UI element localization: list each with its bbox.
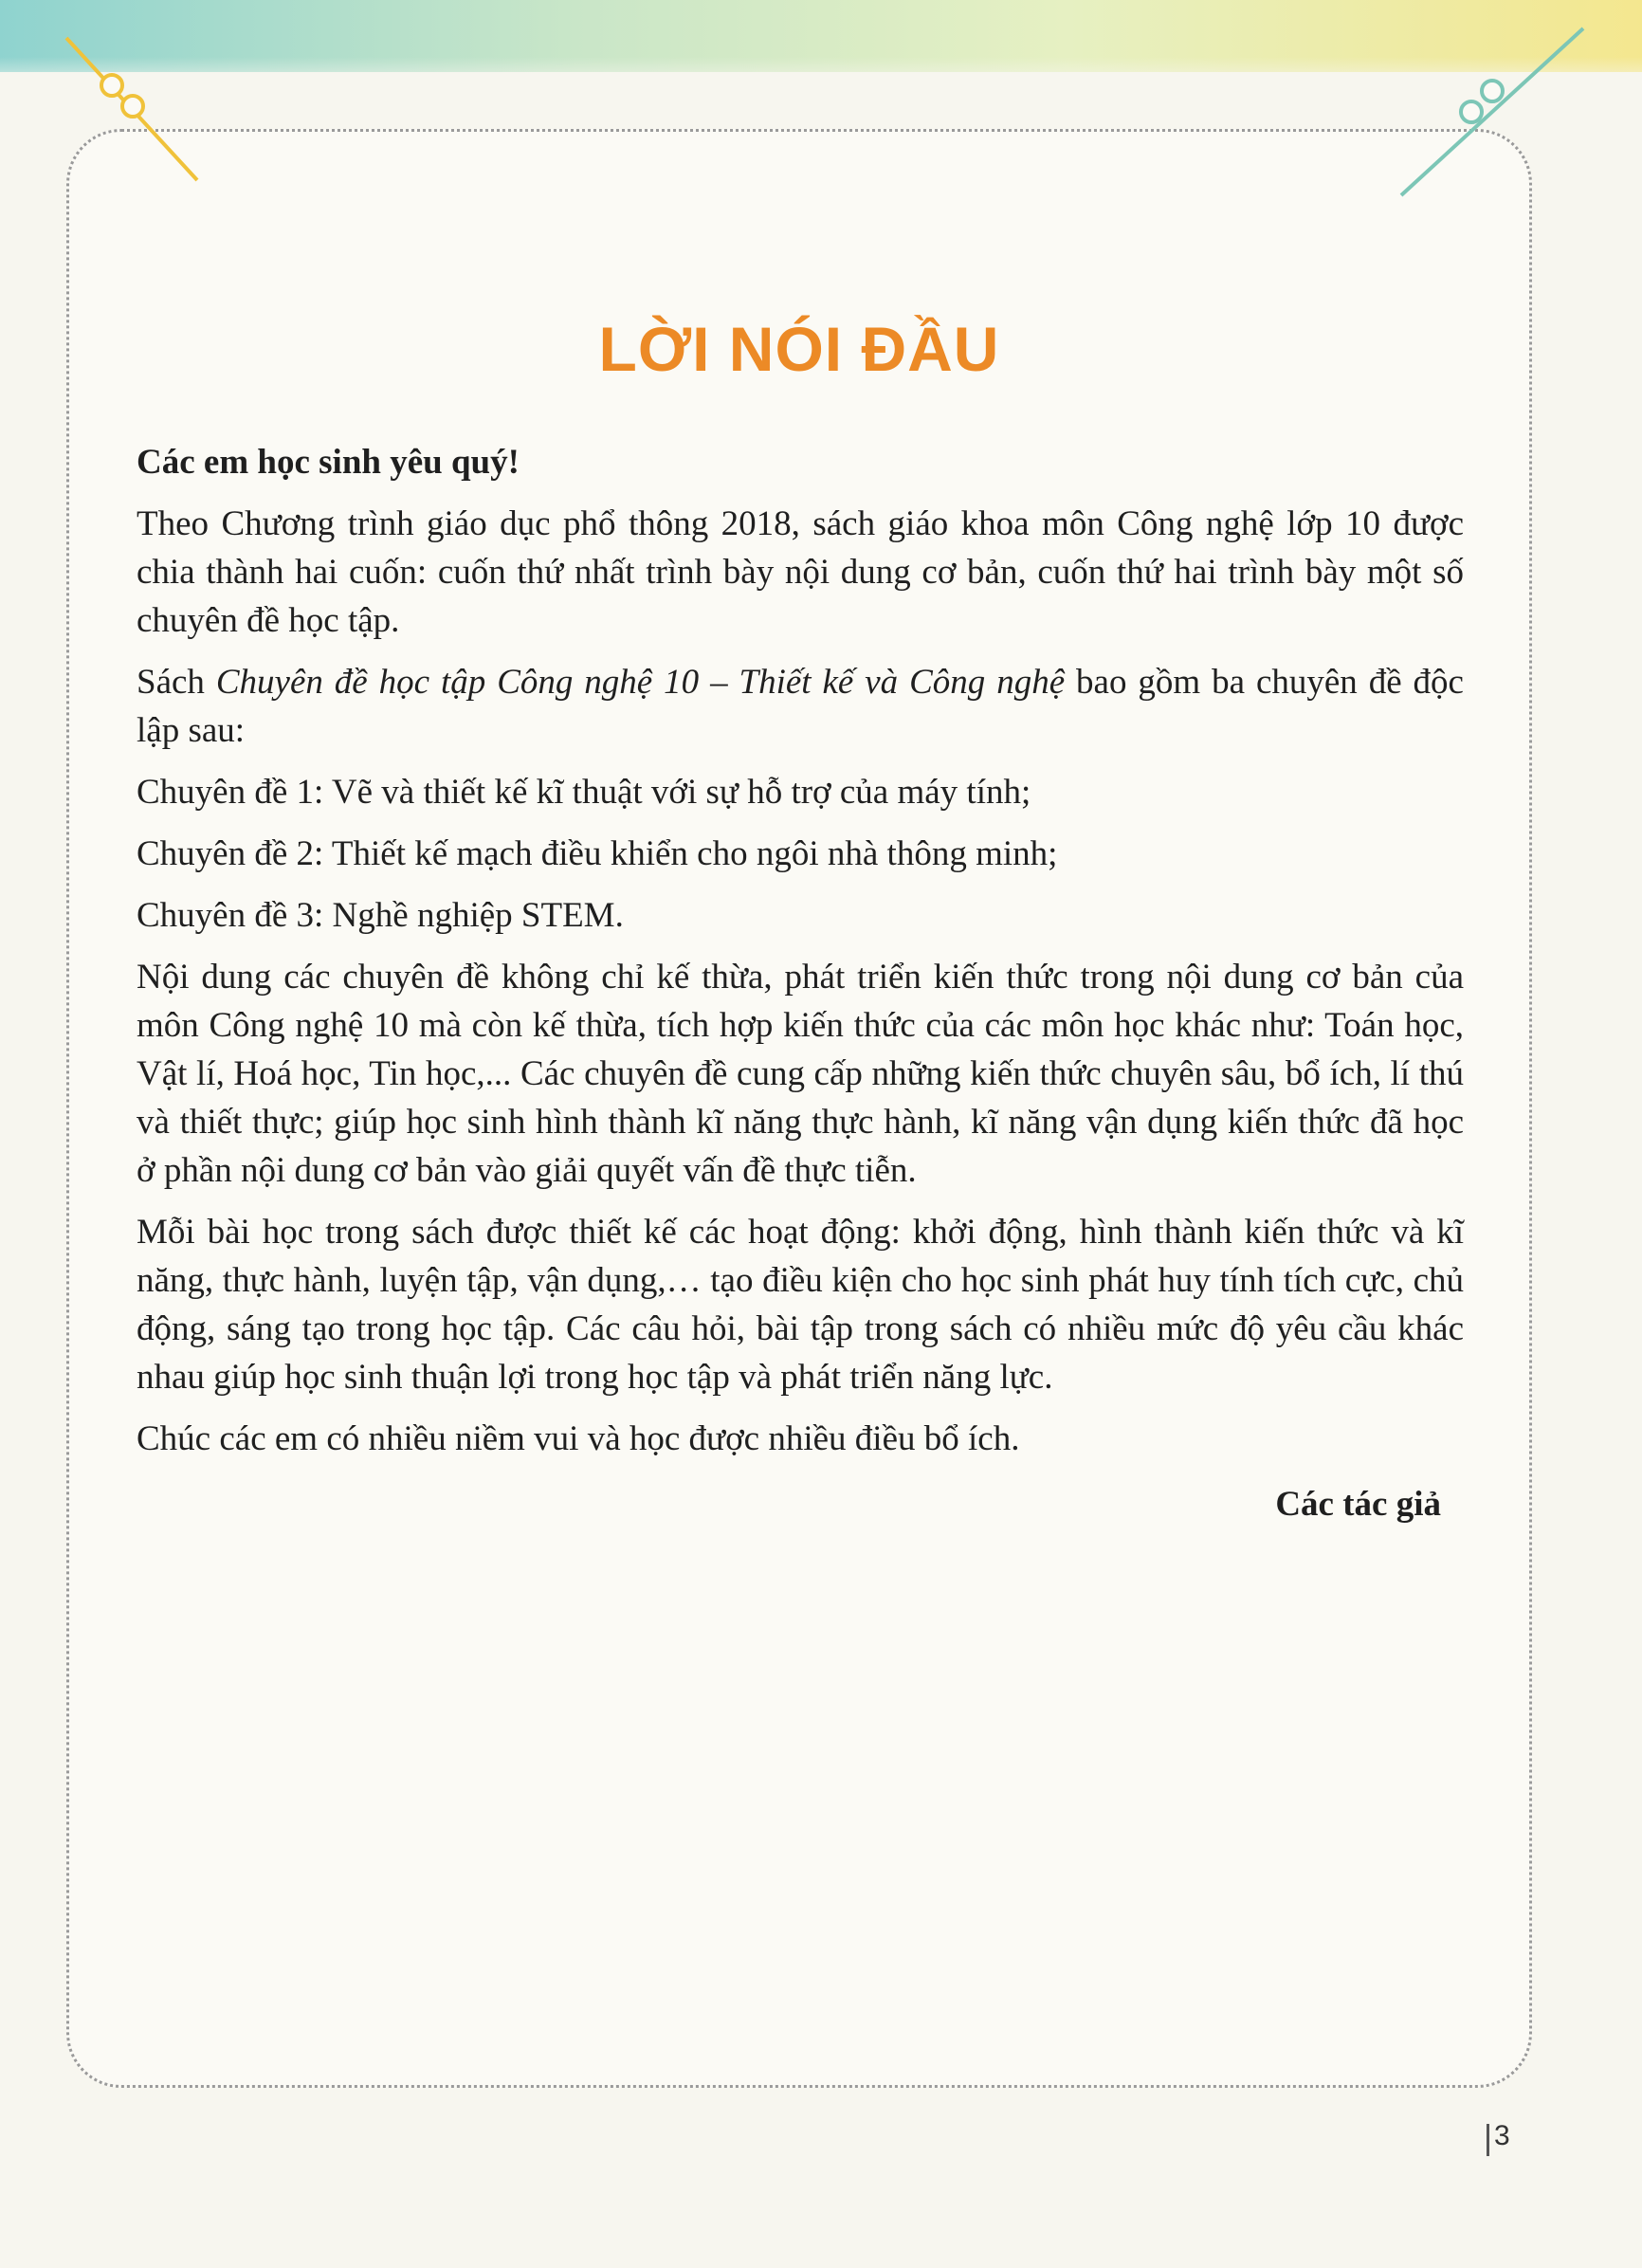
paragraph-wishes: Chúc các em có nhiều niềm vui và học được nhiều điều bổ ích. — [137, 1419, 1020, 1458]
book-suffix: bao gồm ba chuyên đề độc lập sau: — [137, 663, 1464, 750]
signature: Các tác giả — [1275, 1485, 1441, 1524]
book-title: Chuyên đề học tập Công nghệ 10 – Thiết kế và Công nghệ — [215, 663, 1066, 702]
book-prefix: Sách — [137, 663, 216, 702]
greeting: Các em học sinh yêu quý! — [137, 443, 520, 482]
paragraph-book — [137, 658, 1464, 755]
page-title: LỜI NÓI ĐẦU — [598, 314, 1000, 384]
paragraph-content: Nội dung các chuyên đề không chỉ kế thừa, phát triển kiến thức trong nội dung cơ bản của môn Công nghệ 10 mà còn kế thừa, tích hợp kiến thức của các môn học khác như: Toán học, Vật lí, Hoá học, Tin học,... Các chuyên đề cung cấp những kiến thức chuyên sâu, bổ ích, lí thú và thiết thực; giúp học sinh hình thành kĩ năng thực hành, kĩ năng vận dụng kiến thức đã học ở phần nội dung cơ bản vào giải quyết vấn đề thực tiễn. — [137, 958, 1464, 1190]
paragraph-activities: Mỗi bài học trong sách được thiết kế các hoạt động: khởi động, hình thành kiến thức và kĩ năng, thực hành, luyện tập, vận dụng,… tạo điều kiện cho học sinh phát huy tính tích cực, chủ động, sáng tạo trong học tập. Các câu hỏi, bài tập trong sách có nhiều mức độ yêu cầu khác nhau giúp học sinh thuận lợi trong học tập và phát triển năng lực. — [137, 1213, 1464, 1397]
paragraph-intro: Theo Chương trình giáo dục phổ thông 2018, sách giáo khoa môn Công nghệ lớp 10 được chia thành hai cuốn: cuốn thứ nhất trình bày nội dung cơ bản, cuốn thứ hai trình bày một số chuyên đề học tập. — [137, 504, 1464, 640]
right-ornament — [1401, 28, 1583, 195]
decorative-ornaments — [0, 0, 1642, 247]
topic-item-1: Chuyên đề 1: Vẽ và thiết kế kĩ thuật với sự hỗ trợ của máy tính; — [137, 773, 1031, 812]
page-number-text: 3 — [1494, 2120, 1510, 2151]
topic-item-3: Chuyên đề 3: Nghề nghiệp STEM. — [137, 896, 624, 935]
preface-body — [137, 438, 1464, 1542]
left-ornament — [66, 38, 197, 180]
topic-item-2: Chuyên đề 2: Thiết kế mạch điều khiển cho ngôi nhà thông minh; — [137, 834, 1058, 873]
page-number — [1483, 2120, 1510, 2152]
